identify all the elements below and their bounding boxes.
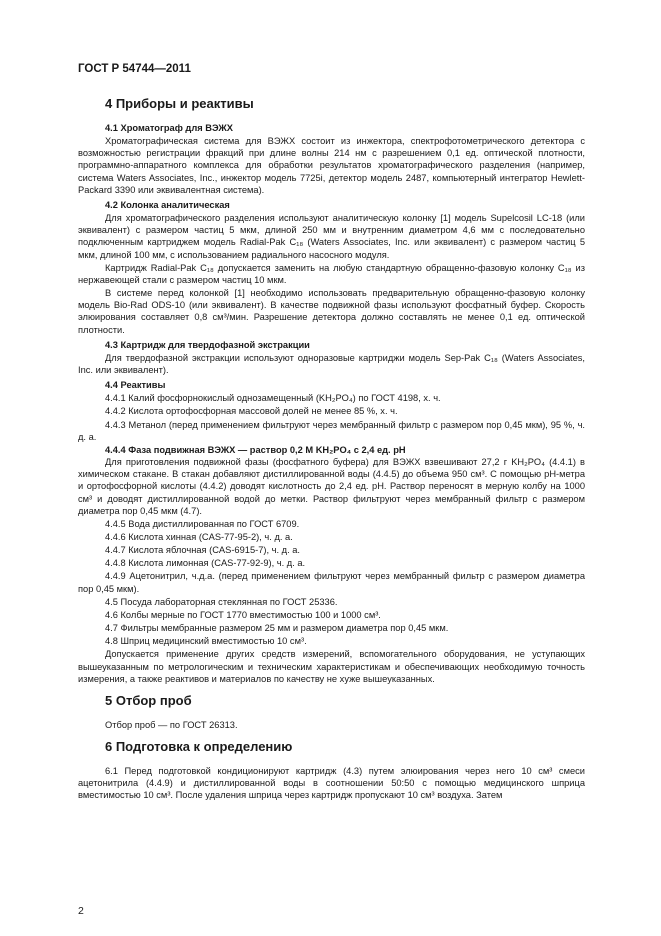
section-4-2-heading: 4.2 Колонка аналитическая [105,199,230,210]
section-4-4-heading: 4.4 Реактивы [105,380,166,391]
item-4-8: 4.8 Шприц медицинский вместимостью 10 см³. [105,636,307,647]
section-5-heading: 5 Отбор проб [105,692,192,708]
item-4-4-3: 4.4.3 Метанол (перед применением фильтруют через мембранный фильтр с размером пор 0,45 мкм), 95 %, ч. д. а. [78,419,585,442]
section-4-1-text: Хроматографическая система для ВЭЖХ состоит из инжектора, спектрофотометрического детектора с возможностью регистрации фракций при длине волны 214 нм с разрешением 0,1 ед. оптической плотности, программно-аппаратного комплекса для обработки результатов хроматографического разделения (например, система Waters Associates, Inc., инжектор модель 7725i, детектор модель 2487, компьютерный интегратор Hewlett-Packard 3390 или эквивалентная система). [78,136,585,195]
item-4-4-5: 4.4.5 Вода дистиллированная по ГОСТ 6709. [105,518,300,529]
section-4-note: Допускается применение других средств измерений, вспомогательного оборудования, не уступающих вышеуказанным по метрологическим и техническим характеристикам и обеспечивающих необходимую точность измерения, а также реактивов и материалов по качеству не хуже вышеуказанных. [78,649,585,684]
section-4-3-text: Для твердофазной экстракции используют одноразовые картриджи модель Sep-Pak C₁₈ (Waters Associates, Inc. или эквивалент). [78,352,585,375]
section-4-2-text-3: В системе перед колонкой [1] необходимо использовать предварительную обращенно-фазовую колонку модель Bio-Rad ODS-10 (или эквивалент). В качестве подвижной фазы используют фосфатный буфер. Скорость элюирования составляет 0,8 см³/мин. Разрешение детектора должно составлять не менее 0,1 ед. оптической плотности. [78,288,585,335]
section-4-2-text-1: Для хроматографического разделения используют аналитическую колонку [1] модель Supelcosil LC-18 (или эквивалент) с размером частиц 5 мкм, длиной 250 мм и внутренним диаметром 4,6 мм с последовательно подключенным картриджем модель Radial-Pak C₁₈ (Waters Associates, Inc. или эквивалент) с размером частиц 5 мкм, длиной 100 мм, с использованием радиального насосного модуля. [78,213,585,260]
item-4-5: 4.5 Посуда лабораторная стеклянная по ГОСТ 25336. [105,596,338,607]
section-4-2-text-2: Картридж Radial-Pak C₁₈ допускается заменить на любую стандартную обращенно-фазовую колонку C₁₈ из нержавеющей стали с размером частиц 10 мкм. [78,262,585,285]
item-4-4-8: 4.4.8 Кислота лимонная (CAS-77-92-9), ч. д. а. [105,558,306,569]
section-6-1-text: 6.1 Перед подготовкой кондиционируют картридж (4.3) путем элюирования через него 10 см³ смеси ацетонитрила (4.4.9) и дистиллированной воды в соотношении 50:50 с помощью медицинского шприца вместимостью 10 см³. После удаления шприца через картридж пропускают 10 см³ воздуха. Затем [78,766,585,801]
item-4-4-7: 4.4.7 Кислота яблочная (CAS-6915-7), ч. д. а. [105,545,300,556]
item-4-4-1: 4.4.1 Калий фосфорнокислый однозамещенный (KH₂PO₄) по ГОСТ 4198, х. ч. [105,393,441,404]
document-id: ГОСТ Р 54744—2011 [78,63,191,75]
item-4-4-9: 4.4.9 Ацетонитрил, ч.д.а. (перед применением фильтруют через мембранный фильтр с размером диаметра пор 0,45 мкм). [78,571,585,594]
document-body [78,88,585,803]
item-4-7: 4.7 Фильтры мембранные размером 25 мм и размером диаметра пор 0,45 мкм. [105,623,449,634]
section-4-1-heading: 4.1 Хроматограф для ВЭЖХ [105,123,233,133]
section-6-heading: 6 Подготовка к определению [105,739,293,755]
item-4-4-6: 4.4.6 Кислота хинная (CAS-77-95-2), ч. д. а. [105,532,293,542]
item-4-4-2: 4.4.2 Кислота ортофосфорная массовой долей не менее 85 %, х. ч. [105,406,398,417]
item-4-4-4-heading: 4.4.4 Фаза подвижная ВЭЖХ — раствор 0,2 M KH₂PO₄ с 2,4 ед. pH [105,444,406,455]
item-4-6: 4.6 Колбы мерные по ГОСТ 1770 вместимостью 100 и 1000 см³. [105,609,381,620]
section-5-text: Отбор проб — по ГОСТ 26313. [105,719,238,730]
section-4-3-heading: 4.3 Картридж для твердофазной экстракции [105,339,310,350]
item-4-4-4-text: Для приготовления подвижной фазы (фосфатного буфера) для ВЭЖХ взвешивают 27,2 г KH₂PO₄ (4.4.1) в химическом стакане. В стакан добавляют дистиллированной воды (4.4.5) до объема 950 см³. С помощью pH-метра и ортофосфорной кислоты (4.4.2) доводят кислотность до 2,4 ед. pH. Раствор переносят в мерную колбу на 1000 см³ и доводят дистиллированной водой до метки. Раствор фильтруют через мембранный фильтр с размером диаметра пор 0,45 мкм (4.7). [78,457,585,516]
page-number: 2 [78,905,84,917]
section-4-heading: 4 Приборы и реактивы [105,96,254,111]
